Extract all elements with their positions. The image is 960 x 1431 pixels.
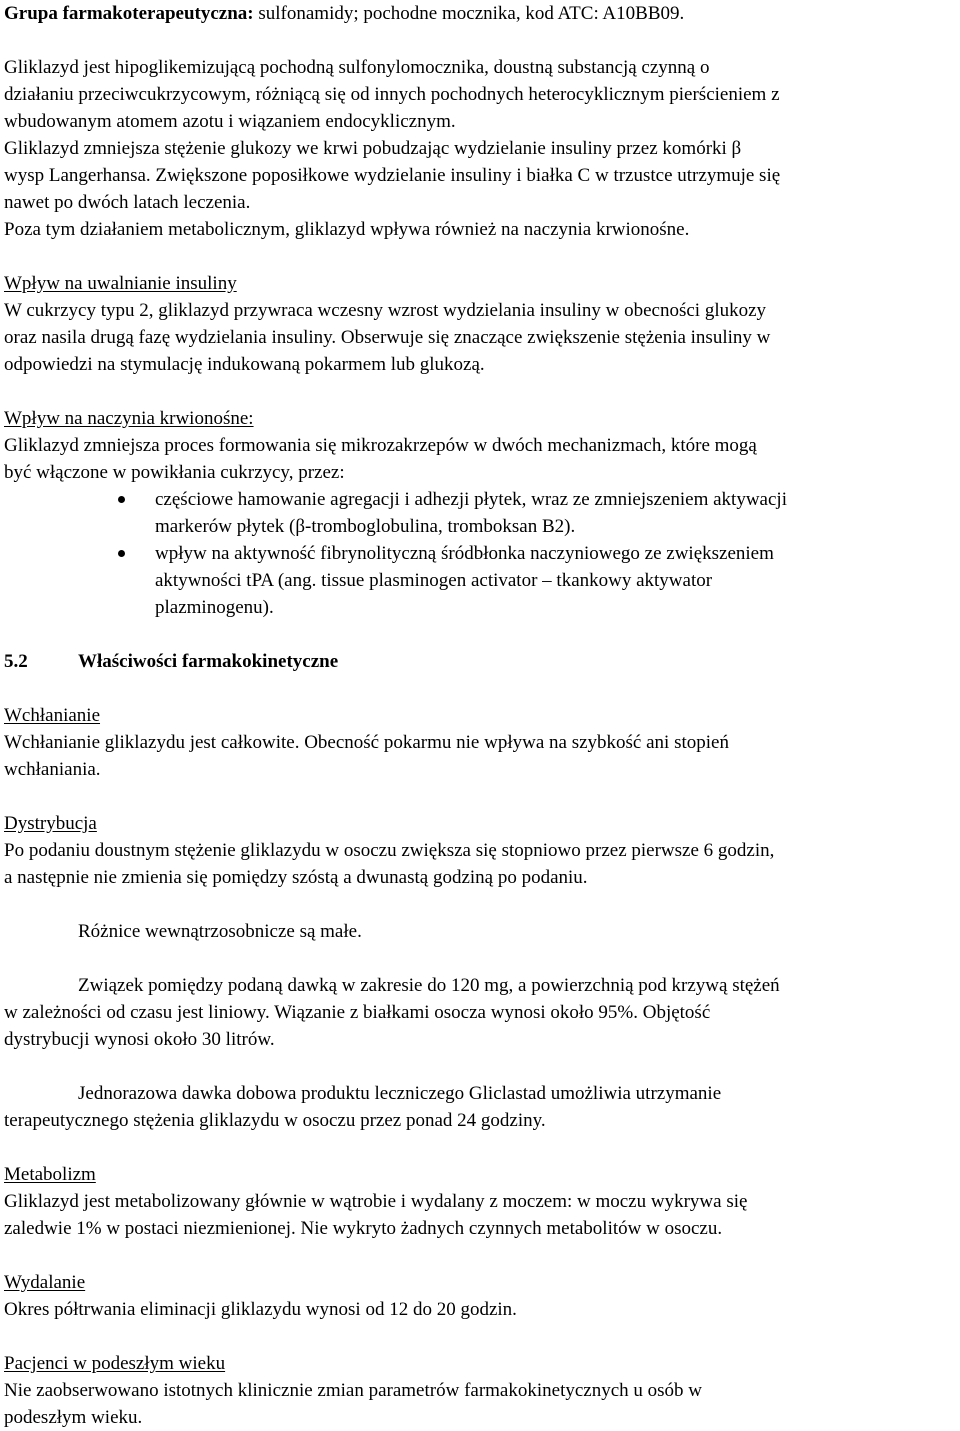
absorption-section: [4, 702, 956, 783]
text-line: być włączone w powikłania cukrzycy, przez:: [4, 462, 345, 483]
section-number: 5.2: [4, 651, 28, 672]
bullet-icon: [118, 550, 125, 557]
text-line: Wchłanianie gliklazydu jest całkowite. Obecność pokarmu nie wpływa na szybkość ani stopień: [4, 732, 729, 753]
text-line: oraz nasila drugą fazę wydzielania insuliny. Obserwuje się znaczące zwiększenie stężenia insuliny w: [4, 327, 771, 348]
elderly-patients-section: [4, 1350, 956, 1431]
text-line: W cukrzycy typu 2, gliklazyd przywraca wczesny wzrost wydzielania insuliny w obecności glukozy: [4, 300, 767, 321]
section-heading: [4, 648, 956, 675]
text-line: wysp Langerhansa. Zwiększone poposiłkowe wydzielanie insuliny i białka C w trzustce utrzymuje się: [4, 165, 781, 186]
text-line: terapeutycznego stężenia gliklazydu w osoczu przez ponad 24 godziny.: [4, 1110, 546, 1131]
text-line: wchłaniania.: [4, 759, 101, 780]
text-line: Różnice wewnątrzosobnicze są małe.: [78, 921, 362, 942]
text-line: Gliklazyd zmniejsza proces formowania się mikrozakrzepów w dwóch mechanizmach, które mogą: [4, 435, 757, 456]
text-line: Gliklazyd zmniejsza stężenie glukozy we krwi pobudzając wydzielanie insuliny przez komórki β: [4, 138, 742, 159]
text-line: a następnie nie zmienia się pomiędzy szóstą a dwunastą godziną po podaniu.: [4, 867, 588, 888]
text-line: wpływ na aktywność fibrynolityczną śródbłonka naczyniowego ze zwiększeniem: [155, 543, 774, 564]
text-line: markerów płytek (β-tromboglobulina, tromboksan B2).: [155, 516, 576, 537]
insulin-release-heading: Wpływ na uwalnianie insuliny: [4, 273, 237, 294]
text-line: Po podaniu doustnym stężenie gliklazydu w osoczu zwiększa się stopniowo przez pierwsze 6 godzin,: [4, 840, 775, 861]
elimination-heading: Wydalanie: [4, 1272, 86, 1293]
text-line: dystrybucji wynosi około 30 litrów.: [4, 1029, 275, 1050]
document-page: [4, 0, 956, 1431]
text-line: podeszłym wieku.: [4, 1407, 143, 1428]
insulin-release-section: [4, 270, 956, 378]
text-line: Gliklazyd jest hipoglikemizującą pochodną sulfonylomocznika, doustną substancją czynną o: [4, 57, 710, 78]
text-line: działaniu przeciwcukrzycowym, różniącą się od innych pochodnych heterocyklicznym pierścieniem z: [4, 84, 780, 105]
elimination-section: [4, 1269, 956, 1323]
text-line: odpowiedzi na stymulację indukowaną pokarmem lub glukozą.: [4, 354, 485, 375]
distribution-section: [4, 810, 956, 1134]
distribution-heading: Dystrybucja: [4, 813, 97, 834]
group-value: sulfonamidy; pochodne mocznika, kod ATC: A10BB09.: [253, 3, 685, 24]
text-line: wbudowanym atomem azotu i wiązaniem endocyklicznym.: [4, 111, 456, 132]
text-line: aktywności tPA (ang. tissue plasminogen activator – tkankowy aktywator: [155, 570, 713, 591]
metabolism-heading: Metabolizm: [4, 1164, 96, 1185]
absorption-heading: Wchłanianie: [4, 705, 101, 726]
text-line: Nie zaobserwowano istotnych klinicznie zmian parametrów farmakokinetycznych u osób w: [4, 1380, 703, 1401]
pharmacotherapeutic-group: [4, 0, 956, 27]
bullet-icon: [118, 496, 125, 503]
blood-vessels-section: [4, 405, 956, 621]
text-line: nawet po dwóch latach leczenia.: [4, 192, 251, 213]
section-title: Właściwości farmakokinetyczne: [78, 651, 339, 672]
metabolism-section: [4, 1161, 956, 1242]
bullet-list: [4, 486, 956, 621]
bullet-item: [4, 540, 956, 621]
bullet-item: [4, 486, 956, 540]
blood-vessels-heading: Wpływ na naczynia krwionośne:: [4, 408, 254, 429]
text-line: zaledwie 1% w postaci niezmienionej. Nie wykryto żadnych czynnych metabolitów w osoczu.: [4, 1218, 723, 1239]
text-line: Gliklazyd jest metabolizowany głównie w wątrobie i wydalany z moczem: w moczu wykrywa się: [4, 1191, 748, 1212]
text-line: Jednorazowa dawka dobowa produktu leczniczego Gliclastad umożliwia utrzymanie: [78, 1083, 722, 1104]
text-line: plazminogenu).: [155, 597, 274, 618]
group-label: Grupa farmakoterapeutyczna:: [4, 3, 254, 24]
elderly-patients-heading: Pacjenci w podeszłym wieku: [4, 1353, 226, 1374]
text-line: Okres półtrwania eliminacji gliklazydu wynosi od 12 do 20 godzin.: [4, 1299, 517, 1320]
intro-paragraph: [4, 54, 956, 243]
text-line: częściowe hamowanie agregacji i adhezji płytek, wraz ze zmniejszeniem aktywacji: [155, 489, 787, 510]
text-line: Związek pomiędzy podaną dawką w zakresie do 120 mg, a powierzchnią pod krzywą stężeń: [78, 975, 780, 996]
text-line: w zależności od czasu jest liniowy. Wiązanie z białkami osocza wynosi około 95%. Objętość: [4, 1002, 711, 1023]
text-line: Poza tym działaniem metabolicznym, gliklazyd wpływa również na naczynia krwionośne.: [4, 219, 690, 240]
